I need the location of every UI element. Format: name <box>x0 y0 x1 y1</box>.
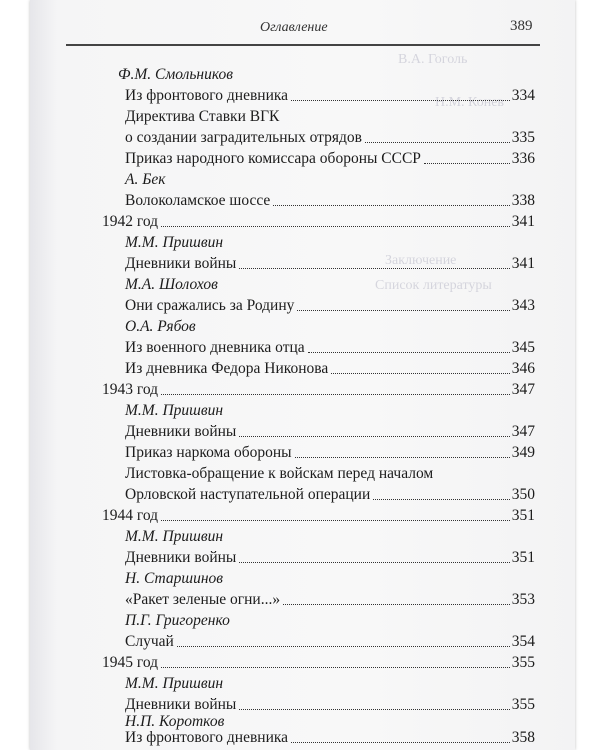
toc-author: М.М. Пришвин <box>125 675 224 692</box>
toc-author: М.М. Пришвин <box>125 528 224 545</box>
toc-entry-line: Директива Ставки ВГК <box>125 108 280 125</box>
toc-entry[interactable]: Из фронтового дневника 358 <box>125 729 535 746</box>
toc-page: 346 <box>511 360 535 377</box>
toc-year[interactable]: 1944 год 351 <box>102 507 535 524</box>
toc-page: 354 <box>511 633 535 650</box>
bleed-through-4: Список литературы <box>375 278 492 293</box>
toc-page: 349 <box>511 444 535 461</box>
toc-page: 353 <box>511 591 535 608</box>
toc-page: 355 <box>511 654 535 671</box>
toc-entry[interactable]: «Ракет зеленые огни...» 353 <box>125 591 535 608</box>
book-page <box>30 0 575 750</box>
toc-author: Н. Старшинов <box>125 570 224 587</box>
toc-page: 341 <box>511 255 535 272</box>
toc-author: Ф.М. Смольников <box>118 66 233 83</box>
toc-author: М.М. Пришвин <box>125 234 224 251</box>
page-number: 389 <box>510 18 533 34</box>
toc-page: 350 <box>511 486 535 503</box>
toc-entry[interactable]: Из фронтового дневника 334 <box>125 87 535 104</box>
toc-page: 341 <box>511 213 535 230</box>
toc-year[interactable]: 1942 год 341 <box>102 213 535 230</box>
toc-page: 336 <box>511 150 535 167</box>
toc-author: М.М. Пришвин <box>125 402 224 419</box>
toc-page: 334 <box>511 87 535 104</box>
toc-entry[interactable]: Дневники войны 341 <box>125 255 535 272</box>
toc-author: Н.П. Коротков <box>125 713 225 730</box>
toc-author: П.Г. Григоренко <box>125 612 230 629</box>
toc-entry[interactable]: Волоколамское шоссе 338 <box>125 192 535 209</box>
toc-entry-line: Листовка-обращение к войскам перед началом <box>125 465 434 482</box>
toc-page: 358 <box>511 729 535 746</box>
toc-entry[interactable]: Случай 354 <box>125 633 535 650</box>
toc-entry[interactable]: Они сражались за Родину 343 <box>125 297 535 314</box>
toc-page: 335 <box>511 129 535 146</box>
toc-entry[interactable]: Орловской наступательной операции 350 <box>125 486 535 503</box>
toc-entry[interactable]: Дневники войны 347 <box>125 423 535 440</box>
toc-entry[interactable]: Из дневника Федора Никонова 346 <box>125 360 535 377</box>
toc-entry[interactable]: о создании заградительных отрядов 335 <box>125 129 535 146</box>
toc-entry[interactable]: Приказ наркома обороны 349 <box>125 444 535 461</box>
toc-page: 343 <box>511 297 535 314</box>
bleed-through-1: В.А. Гоголь <box>398 52 468 67</box>
toc-page: 345 <box>511 339 535 356</box>
toc-author: О.А. Рябов <box>125 318 196 335</box>
toc-page: 355 <box>511 696 535 713</box>
toc-page: 347 <box>511 423 535 440</box>
toc-page: 347 <box>511 381 535 398</box>
toc-page: 351 <box>511 507 535 524</box>
toc-year[interactable]: 1943 год 347 <box>102 381 535 398</box>
toc-page: 338 <box>511 192 535 209</box>
toc-author: А. Бек <box>125 171 166 188</box>
bleed-through-3: Заключение <box>385 253 457 268</box>
toc-entry[interactable]: Приказ народного комиссара обороны СССР 336 <box>125 150 535 167</box>
running-header-title: Оглавление <box>260 20 328 35</box>
toc-year[interactable]: 1945 год 355 <box>102 654 535 671</box>
bleed-through-2: Н.М. Конев <box>435 95 505 110</box>
table-of-contents <box>30 0 575 750</box>
toc-entry[interactable]: Дневники войны 355 <box>125 696 535 713</box>
toc-page: 351 <box>511 549 535 566</box>
toc-entry[interactable]: Дневники войны 351 <box>125 549 535 566</box>
toc-entry[interactable]: Из военного дневника отца 345 <box>125 339 535 356</box>
toc-author: М.А. Шолохов <box>125 276 218 293</box>
